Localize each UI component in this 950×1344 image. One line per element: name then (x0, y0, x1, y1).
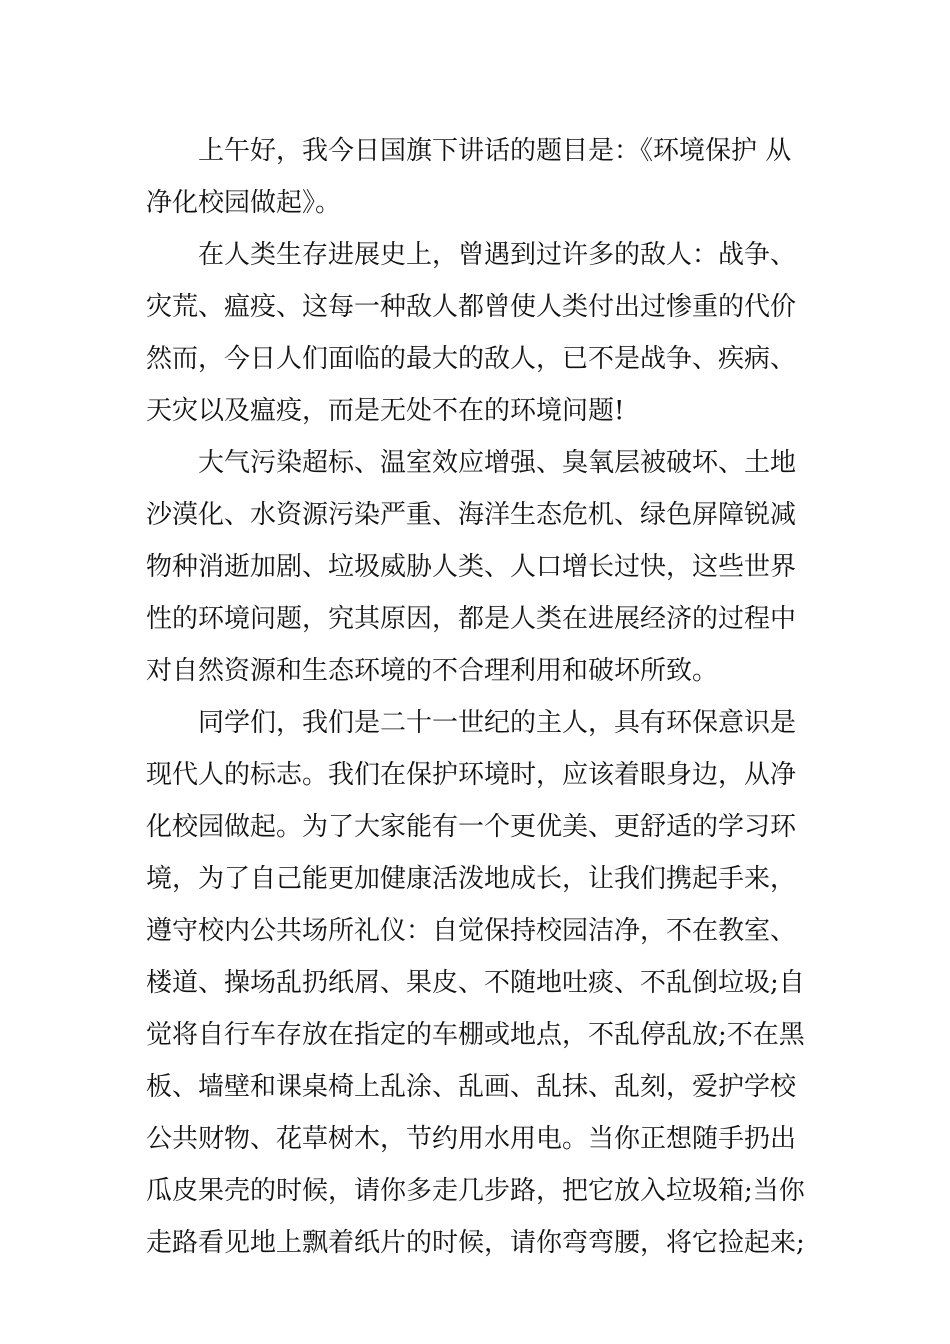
paragraph-line: 觉将自行车存放在指定的车棚或地点，不乱停乱放;不在黑 (146, 1020, 805, 1050)
paragraph-line: 上午好，我今日国旗下讲话的题目是：《环境保护 从 (198, 136, 792, 166)
paragraph-line: 境，为了自己能更加健康活泼地成长，让我们携起手来， (146, 864, 797, 894)
paragraph-line: 大气污染超标、温室效应增强、臭氧层被破坏、土地 (198, 448, 797, 478)
paragraph-line: 天灾以及瘟疫，而是无处不在的环境问题! (146, 396, 625, 426)
paragraph-line: 然而，今日人们面临的最大的敌人，已不是战争、疾病、 (146, 344, 797, 374)
paragraph-line: 物种消逝加剧、垃圾威胁人类、人口增长过快，这些世界 (146, 552, 797, 582)
paragraph-line: 灾荒、瘟疫、这每一种敌人都曾使人类付出过惨重的代价 (146, 292, 797, 322)
paragraph-line: 走路看见地上飘着纸片的时候，请你弯弯腰，将它捡起来; (146, 1228, 805, 1258)
paragraph-line: 沙漠化、水资源污染严重、海洋生态危机、绿色屏障锐减 (146, 500, 797, 530)
paragraph-line: 现代人的标志。我们在保护环境时，应该着眼身边，从净 (146, 760, 797, 790)
paragraph-line: 在人类生存进展史上，曾遇到过许多的敌人：战争、 (198, 240, 797, 270)
paragraph-line: 性的环境问题，究其原因，都是人类在进展经济的过程中 (146, 604, 797, 634)
paragraph-line: 瓜皮果壳的时候，请你多走几步路，把它放入垃圾箱;当你 (146, 1176, 805, 1206)
paragraph-line: 板、墙壁和课桌椅上乱涂、乱画、乱抹、乱刻，爱护学校 (146, 1072, 797, 1102)
paragraph-line: 楼道、操场乱扔纸屑、果皮、不随地吐痰、不乱倒垃圾;自 (146, 968, 805, 998)
paragraph-line: 公共财物、花草树木，节约用水用电。当你正想随手扔出 (146, 1124, 797, 1154)
paragraph-line: 化校园做起。为了大家能有一个更优美、更舒适的学习环 (146, 812, 797, 842)
paragraph-line: 遵守校内公共场所礼仪：自觉保持校园洁净，不在教室、 (146, 916, 797, 946)
paragraph-line: 对自然资源和生态环境的不合理利用和破坏所致。 (146, 656, 719, 686)
paragraph-line: 同学们，我们是二十一世纪的主人，具有环保意识是 (198, 708, 797, 738)
speech-text (146, 125, 810, 1269)
paragraph-line: 净化校园做起》。 (146, 188, 342, 218)
